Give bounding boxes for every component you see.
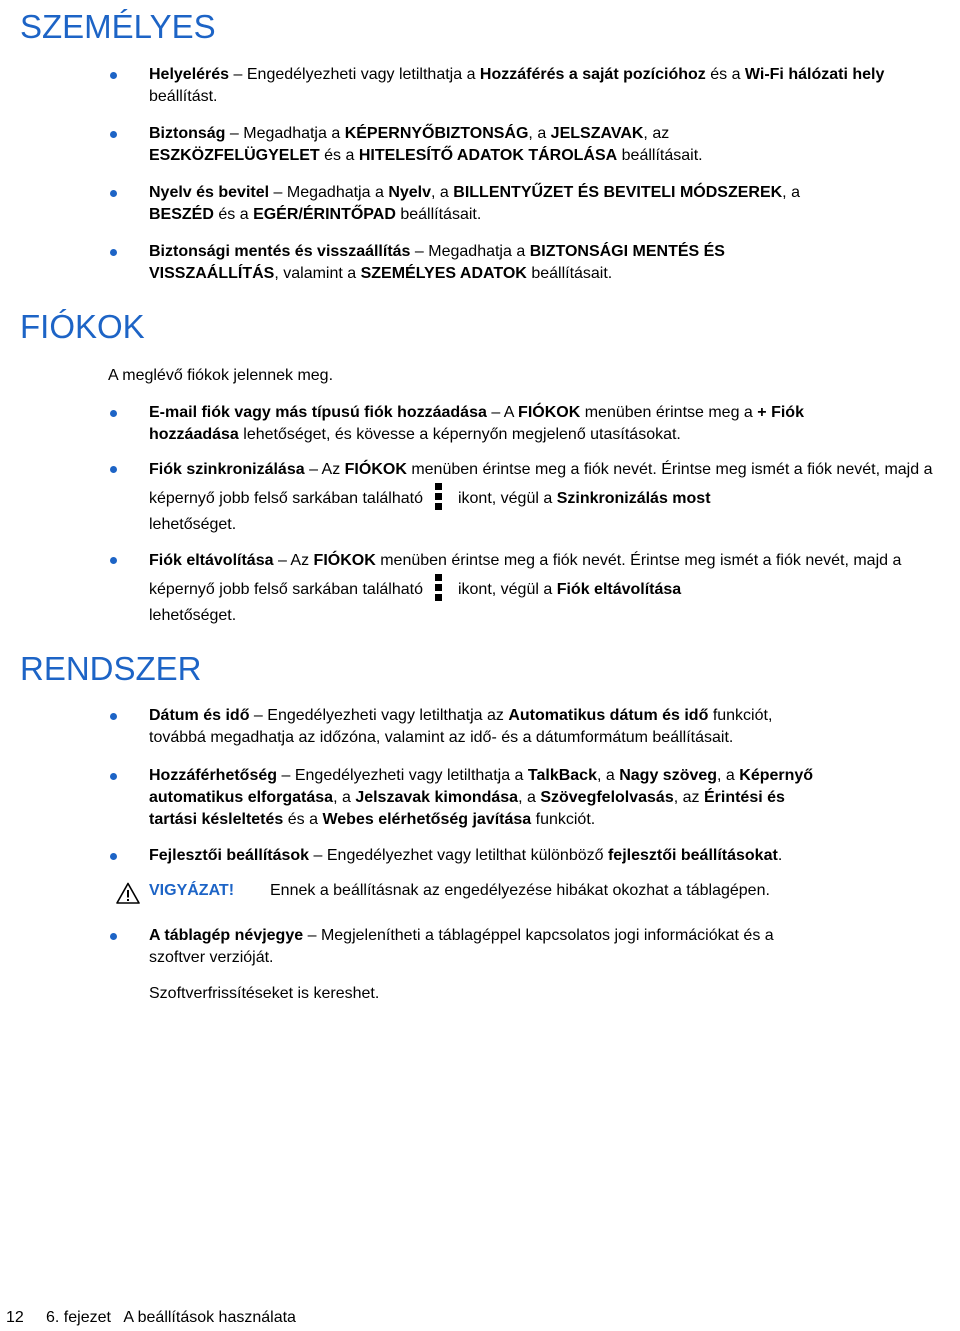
- list-item-fiok-eltavolitasa: Fiók eltávolítása – Az FIÓKOK menüben érintse meg a fiók nevét. Érintse meg ismét a fiók nevét, majd a képernyő jobb felső sarkában található ikont, végül a Fiók eltávolítása lehetőséget.: [110, 548, 935, 629]
- caution-text: Ennek a beállításnak az engedélyezése hibákat okozhat a táblagépen.: [270, 882, 770, 899]
- list-item-biztonsagi-mentes: Biztonsági mentés és visszaállítás – Megadhatja a BIZTONSÁGI MENTÉS ÉS VISSZAÁLLÍTÁS, valamint a SZEMÉLYES ADATOK beállításait.: [110, 241, 935, 285]
- heading-fiokok: FIÓKOK: [20, 308, 145, 345]
- list-item-biztonsag: Biztonság – Megadhatja a KÉPERNYŐBIZTONSÁG, a JELSZAVAK, az ESZKÖZFELÜGYELET és a HITELESÍTŐ ADATOK TÁROLÁSA beállításait.: [110, 123, 935, 167]
- list-item-datum-es-ido: Dátum és idő – Engedélyezheti vagy letilthatja az Automatikus dátum és idő funkciót, továbbá megadhatja az időzóna, valamint az idő- és a dátumformátum beállításait.: [110, 705, 935, 749]
- bullet: [110, 249, 117, 256]
- bullet: [110, 933, 117, 940]
- bullet: [110, 466, 117, 473]
- bullet: [110, 72, 117, 79]
- bullet: [110, 190, 117, 197]
- page-number: 12: [6, 1309, 24, 1326]
- caution-label: VIGYÁZAT!: [149, 882, 235, 899]
- bullet: [110, 713, 117, 720]
- list-item-fejlesztoi-beallitasok: Fejlesztői beállítások – Engedélyezhet vagy letilthat különböző fejlesztői beállításokat.: [110, 845, 935, 867]
- chapter-title: 6. fejezet A beállítások használata: [46, 1309, 296, 1326]
- list-item-fiok-szinkronizalasa: Fiók szinkronizálása – Az FIÓKOK menüben érintse meg a fiók nevét. Érintse meg ismét a fiók nevét, majd a képernyő jobb felső sarkában található ikont, végül a Szinkronizálás most lehetőséget.: [110, 457, 935, 538]
- software-update-note: Szoftverfrissítéseket is kereshet.: [149, 985, 380, 1002]
- list-item-helyeleres: Helyelérés – Engedélyezheti vagy letilthatja a Hozzáférés a saját pozícióhoz és a Wi-Fi hálózati hely beállítást.: [110, 64, 935, 108]
- bullet: [110, 557, 117, 564]
- list-item-nyelv-es-bevitel: Nyelv és bevitel – Megadhatja a Nyelv, a BILLENTYŰZET ÉS BEVITELI MÓDSZEREK, a BESZÉD és a EGÉR/ÉRINTŐPAD beállításait.: [110, 182, 935, 226]
- list-item-hozzaferhetoseg: Hozzáférhetőség – Engedélyezheti vagy letilthatja a TalkBack, a Nagy szöveg, a Képernyő automatikus elforgatása, a Jelszavak kimondása, a Szövegfelolvasás, az Érintési és tartási késleltetés és a Webes elérhetőség javítása funkciót.: [110, 765, 935, 831]
- heading-rendszer: RENDSZER: [20, 650, 202, 687]
- overflow-menu-icon: [435, 483, 442, 511]
- overflow-menu-icon: [435, 574, 442, 602]
- bullet: [110, 410, 117, 417]
- bullet: [110, 131, 117, 138]
- fiokok-intro: A meglévő fiókok jelennek meg.: [108, 367, 334, 384]
- list-item-fiok-hozzaadasa: E-mail fiók vagy más típusú fiók hozzáadása – A FIÓKOK menüben érintse meg a + Fiók hozzáadása lehetőséget, és kövesse a képernyőn megjelenő utasításokat.: [110, 402, 935, 446]
- list-item-tablagep-nevjegye: A táblagép névjegye – Megjelenítheti a táblagéppel kapcsolatos jogi információkat és a szoftver verzióját.: [110, 925, 935, 969]
- bullet: [110, 773, 117, 780]
- heading-szemelyes: SZEMÉLYES: [20, 8, 216, 45]
- bullet: [110, 853, 117, 860]
- warning-triangle-icon: [116, 882, 140, 904]
